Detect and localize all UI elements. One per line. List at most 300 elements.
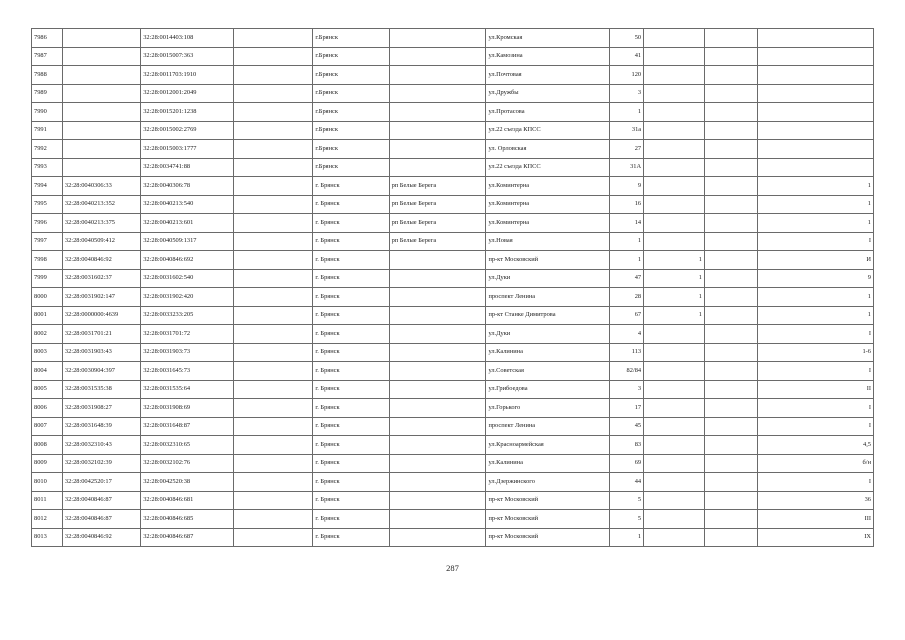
cadastral-number-cell: 32:28:0034741:88 [141,158,234,177]
table-row [32,306,874,325]
table-row [32,399,874,418]
building-cell [644,66,705,85]
city-cell: г.Брянск [313,103,389,122]
city-cell: г. Брянск [313,380,389,399]
row-number-cell: 8003 [32,343,63,362]
premises-cell: I [758,417,874,436]
row-number-cell: 8009 [32,454,63,473]
cadastral-parcel-cell: 32:28:0040846:92 [62,251,140,270]
page-number: 287 [446,563,459,573]
cadastral-number-cell: 32:28:0015003:1777 [141,140,234,159]
district-cell [389,103,486,122]
row-number-cell: 7986 [32,29,63,48]
extra-cell [704,158,758,177]
building-cell: 1 [644,306,705,325]
premises-cell: II [758,380,874,399]
premises-cell: б/н [758,454,874,473]
empty-cell [233,362,312,381]
street-cell: ул.Новая [486,232,610,251]
district-cell: рп Белые Берега [389,214,486,233]
house-number-cell: 120 [610,66,644,85]
extra-cell [704,66,758,85]
cadastral-number-cell: 32:28:0040213:540 [141,195,234,214]
building-cell [644,29,705,48]
extra-cell [704,417,758,436]
street-cell: пр-кт Московский [486,491,610,510]
city-cell: г. Брянск [313,195,389,214]
city-cell: г. Брянск [313,343,389,362]
cadastral-parcel-cell: 32:28:0031908:27 [62,399,140,418]
building-cell [644,325,705,344]
table-row [32,214,874,233]
house-number-cell: 45 [610,417,644,436]
empty-cell [233,232,312,251]
district-cell [389,288,486,307]
empty-cell [233,158,312,177]
street-cell: ул. Орловская [486,140,610,159]
cadastral-parcel-cell: 32:28:0031701:21 [62,325,140,344]
cadastral-parcel-cell: 32:28:0032102:39 [62,454,140,473]
district-cell [389,158,486,177]
extra-cell [704,325,758,344]
row-number-cell: 7988 [32,66,63,85]
house-number-cell: 31а [610,121,644,140]
street-cell: пр-кт Московский [486,510,610,529]
premises-cell [758,121,874,140]
house-number-cell: 113 [610,343,644,362]
empty-cell [233,269,312,288]
district-cell [389,399,486,418]
street-cell: проспект Ленина [486,288,610,307]
extra-cell [704,84,758,103]
row-number-cell: 7995 [32,195,63,214]
cadastral-number-cell: 32:28:0031645:73 [141,362,234,381]
house-number-cell: 3 [610,84,644,103]
row-number-cell: 7987 [32,47,63,66]
row-number-cell: 8011 [32,491,63,510]
extra-cell [704,473,758,492]
district-cell [389,121,486,140]
extra-cell [704,491,758,510]
premises-cell: IX [758,528,874,547]
building-cell: 1 [644,288,705,307]
row-number-cell: 8002 [32,325,63,344]
empty-cell [233,510,312,529]
district-cell [389,29,486,48]
premises-cell: 1 [758,288,874,307]
row-number-cell: 8012 [32,510,63,529]
street-cell: пр-кт Станке Димитрова [486,306,610,325]
district-cell [389,251,486,270]
empty-cell [233,528,312,547]
street-cell: ул.Дружбы [486,84,610,103]
cadastral-number-cell: 32:28:0032102:76 [141,454,234,473]
cadastral-number-cell: 32:28:0040306:78 [141,177,234,196]
empty-cell [233,343,312,362]
house-number-cell: 27 [610,140,644,159]
row-number-cell: 7992 [32,140,63,159]
building-cell [644,473,705,492]
premises-cell: I [758,362,874,381]
cadastral-parcel-cell: 32:28:0031903:43 [62,343,140,362]
empty-cell [233,103,312,122]
extra-cell [704,103,758,122]
city-cell: г. Брянск [313,510,389,529]
cadastral-number-cell: 32:28:0015201:1238 [141,103,234,122]
table-row [32,362,874,381]
district-cell [389,306,486,325]
building-cell [644,436,705,455]
premises-cell: I [758,325,874,344]
city-cell: г. Брянск [313,306,389,325]
premises-cell: 1 [758,177,874,196]
street-cell: ул.Дуки [486,325,610,344]
city-cell: г.Брянск [313,140,389,159]
premises-cell [758,84,874,103]
house-number-cell: 1 [610,232,644,251]
table-row [32,343,874,362]
table-row [32,417,874,436]
street-cell: ул.Советская [486,362,610,381]
street-cell: ул.Коминтерна [486,214,610,233]
district-cell: рп Белые Берега [389,232,486,251]
extra-cell [704,306,758,325]
extra-cell [704,251,758,270]
house-number-cell: 14 [610,214,644,233]
premises-cell [758,29,874,48]
empty-cell [233,121,312,140]
city-cell: г. Брянск [313,436,389,455]
cadastral-parcel-cell: 32:28:0040509:412 [62,232,140,251]
district-cell [389,436,486,455]
building-cell: 1 [644,269,705,288]
district-cell [389,66,486,85]
cadastral-parcel-cell [62,66,140,85]
table-row [32,66,874,85]
row-number-cell: 8001 [32,306,63,325]
district-cell [389,510,486,529]
house-number-cell: 67 [610,306,644,325]
table-row [32,84,874,103]
premises-cell [758,140,874,159]
cadastral-number-cell: 32:28:0012001:2049 [141,84,234,103]
house-number-cell: 1 [610,103,644,122]
house-number-cell: 28 [610,288,644,307]
empty-cell [233,454,312,473]
house-number-cell: 82/84 [610,362,644,381]
house-number-cell: 4 [610,325,644,344]
row-number-cell: 8008 [32,436,63,455]
cadastral-number-cell: 32:28:0031701:72 [141,325,234,344]
building-cell [644,380,705,399]
house-number-cell: 1 [610,528,644,547]
building-cell [644,343,705,362]
extra-cell [704,195,758,214]
cadastral-number-cell: 32:28:0031908:69 [141,399,234,418]
premises-cell [758,66,874,85]
city-cell: г. Брянск [313,269,389,288]
district-cell [389,84,486,103]
extra-cell [704,380,758,399]
table-row [32,491,874,510]
street-cell: ул.Коминтерна [486,195,610,214]
premises-cell: I [758,399,874,418]
empty-cell [233,177,312,196]
cadastral-parcel-cell: 32:28:0040846:92 [62,528,140,547]
cadastral-number-cell: 32:28:0040509:1317 [141,232,234,251]
empty-cell [233,214,312,233]
building-cell [644,158,705,177]
row-number-cell: 7991 [32,121,63,140]
city-cell: г. Брянск [313,528,389,547]
cadastral-parcel-cell: 32:28:0031535:38 [62,380,140,399]
cadastral-parcel-cell: 32:28:0031602:37 [62,269,140,288]
city-cell: г. Брянск [313,399,389,418]
district-cell [389,269,486,288]
row-number-cell: 7999 [32,269,63,288]
table-row [32,510,874,529]
premises-cell: 1 [758,306,874,325]
cadastral-parcel-cell: 32:28:0040846:87 [62,491,140,510]
city-cell: г. Брянск [313,251,389,270]
building-cell [644,454,705,473]
cadastral-parcel-cell [62,103,140,122]
cadastral-parcel-cell: 32:28:0030904:397 [62,362,140,381]
cadastral-parcel-cell [62,158,140,177]
premises-cell: 1 [758,195,874,214]
extra-cell [704,454,758,473]
premises-cell: III [758,510,874,529]
building-cell [644,232,705,251]
house-number-cell: 5 [610,491,644,510]
house-number-cell: 17 [610,399,644,418]
table-row [32,47,874,66]
city-cell: г. Брянск [313,325,389,344]
row-number-cell: 7996 [32,214,63,233]
cadastral-parcel-cell: 32:28:0032310:43 [62,436,140,455]
empty-cell [233,436,312,455]
cadastral-parcel-cell: 32:28:0031902:147 [62,288,140,307]
cadastral-parcel-cell: 32:28:0040213:375 [62,214,140,233]
row-number-cell: 7998 [32,251,63,270]
row-number-cell: 8004 [32,362,63,381]
district-cell [389,473,486,492]
row-number-cell: 7990 [32,103,63,122]
premises-cell [758,47,874,66]
house-number-cell: 41 [610,47,644,66]
cadastral-number-cell: 32:28:0042520:38 [141,473,234,492]
house-number-cell: 50 [610,29,644,48]
cadastral-parcel-cell [62,140,140,159]
house-number-cell: 31А [610,158,644,177]
building-cell [644,510,705,529]
premises-cell: 9 [758,269,874,288]
extra-cell [704,510,758,529]
table-row [32,251,874,270]
cadastral-number-cell: 32:28:0011703:1910 [141,66,234,85]
city-cell: г.Брянск [313,158,389,177]
table-row [32,121,874,140]
table-row [32,436,874,455]
street-cell: проспект Ленина [486,417,610,436]
table-row [32,177,874,196]
row-number-cell: 8000 [32,288,63,307]
extra-cell [704,399,758,418]
table-row [32,269,874,288]
cadastral-number-cell: 32:28:0031648:87 [141,417,234,436]
city-cell: г.Брянск [313,66,389,85]
table-row [32,158,874,177]
district-cell: рп Белые Берега [389,195,486,214]
table-row [32,103,874,122]
building-cell [644,362,705,381]
cadastral-number-cell: 32:28:0031902:420 [141,288,234,307]
empty-cell [233,66,312,85]
empty-cell [233,491,312,510]
cadastral-number-cell: 32:28:0014403:108 [141,29,234,48]
city-cell: г. Брянск [313,362,389,381]
extra-cell [704,121,758,140]
city-cell: г. Брянск [313,232,389,251]
building-cell [644,121,705,140]
premises-cell: 36 [758,491,874,510]
district-cell [389,140,486,159]
city-cell: г. Брянск [313,288,389,307]
building-cell [644,47,705,66]
row-number-cell: 7994 [32,177,63,196]
extra-cell [704,269,758,288]
city-cell: г. Брянск [313,454,389,473]
house-number-cell: 69 [610,454,644,473]
premises-cell: 4,5 [758,436,874,455]
cadastral-number-cell: 32:28:0040846:692 [141,251,234,270]
street-cell: ул.Калинина [486,454,610,473]
empty-cell [233,140,312,159]
cadastral-number-cell: 32:28:0032310:65 [141,436,234,455]
house-number-cell: 9 [610,177,644,196]
building-cell: 1 [644,251,705,270]
cadastral-number-cell: 32:28:0033233:205 [141,306,234,325]
empty-cell [233,29,312,48]
street-cell: ул.Дзержинского [486,473,610,492]
extra-cell [704,343,758,362]
row-number-cell: 7989 [32,84,63,103]
extra-cell [704,140,758,159]
street-cell: ул.Грибоедова [486,380,610,399]
extra-cell [704,47,758,66]
cadastral-number-cell: 32:28:0031903:73 [141,343,234,362]
cadastral-number-cell: 32:28:0015007:363 [141,47,234,66]
building-cell [644,399,705,418]
city-cell: г. Брянск [313,491,389,510]
table-row [32,232,874,251]
cadastral-parcel-cell [62,47,140,66]
street-cell: ул.Горького [486,399,610,418]
city-cell: г.Брянск [313,29,389,48]
registry-rows [32,29,874,547]
table-row [32,380,874,399]
premises-cell [758,158,874,177]
empty-cell [233,47,312,66]
row-number-cell: 8010 [32,473,63,492]
empty-cell [233,251,312,270]
cadastral-parcel-cell [62,84,140,103]
empty-cell [233,195,312,214]
premises-cell: 1-6 [758,343,874,362]
building-cell [644,528,705,547]
district-cell [389,454,486,473]
building-cell [644,84,705,103]
row-number-cell: 8013 [32,528,63,547]
building-cell [644,417,705,436]
street-cell: ул.Красноармейская [486,436,610,455]
city-cell: г. Брянск [313,473,389,492]
table-row [32,454,874,473]
cadastral-parcel-cell [62,29,140,48]
house-number-cell: 44 [610,473,644,492]
extra-cell [704,528,758,547]
table-row [32,288,874,307]
cadastral-number-cell: 32:28:0015002:2769 [141,121,234,140]
house-number-cell: 83 [610,436,644,455]
city-cell: г. Брянск [313,214,389,233]
cadastral-parcel-cell: 32:28:0040846:87 [62,510,140,529]
district-cell [389,362,486,381]
extra-cell [704,232,758,251]
street-cell: ул.Дуки [486,269,610,288]
district-cell [389,417,486,436]
empty-cell [233,84,312,103]
table-row [32,528,874,547]
cadastral-number-cell: 32:28:0031535:64 [141,380,234,399]
empty-cell [233,417,312,436]
street-cell: ул.Кромская [486,29,610,48]
cadastral-parcel-cell: 32:28:0031648:39 [62,417,140,436]
empty-cell [233,306,312,325]
building-cell [644,140,705,159]
extra-cell [704,362,758,381]
row-number-cell: 7997 [32,232,63,251]
extra-cell [704,29,758,48]
row-number-cell: 7993 [32,158,63,177]
empty-cell [233,288,312,307]
district-cell [389,47,486,66]
cadastral-number-cell: 32:28:0040846:687 [141,528,234,547]
city-cell: г. Брянск [313,177,389,196]
cadastral-number-cell: 32:28:0040846:681 [141,491,234,510]
house-number-cell: 5 [610,510,644,529]
city-cell: г. Брянск [313,417,389,436]
table-row [32,195,874,214]
house-number-cell: 16 [610,195,644,214]
premises-cell [758,103,874,122]
district-cell [389,380,486,399]
district-cell: рп Белые Берега [389,177,486,196]
district-cell [389,343,486,362]
registry-table [31,28,874,547]
street-cell: пр-кт Московский [486,251,610,270]
street-cell: ул.22 съезда КПСС [486,121,610,140]
city-cell: г.Брянск [313,121,389,140]
row-number-cell: 8006 [32,399,63,418]
district-cell [389,325,486,344]
empty-cell [233,325,312,344]
cadastral-number-cell: 32:28:0031602:540 [141,269,234,288]
premises-cell: 1 [758,214,874,233]
city-cell: г.Брянск [313,84,389,103]
row-number-cell: 8007 [32,417,63,436]
extra-cell [704,214,758,233]
